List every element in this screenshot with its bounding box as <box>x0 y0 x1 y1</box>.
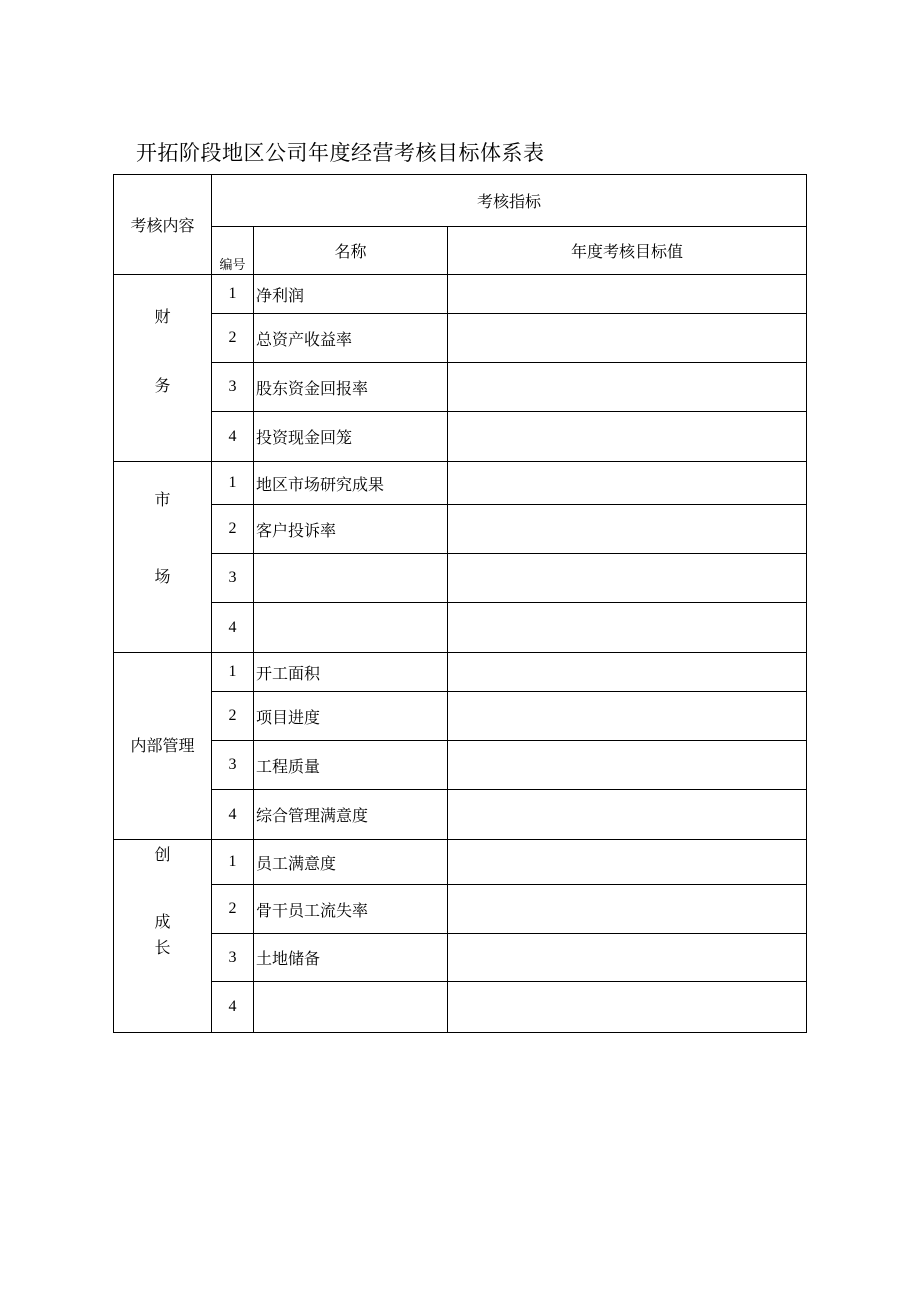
table-row <box>114 603 807 653</box>
category-label: 长 <box>154 937 171 957</box>
row-number: 4 <box>212 412 254 462</box>
table-row <box>114 554 807 603</box>
indicator-name <box>254 603 448 653</box>
target-value <box>448 885 807 934</box>
indicator-name: 总资产收益率 <box>254 314 448 363</box>
indicator-name: 综合管理满意度 <box>254 790 448 840</box>
indicator-name: 投资现金回笼 <box>254 412 448 462</box>
target-value <box>448 790 807 840</box>
category-cell <box>114 653 212 840</box>
table-row <box>114 275 807 314</box>
indicator-name: 客户投诉率 <box>254 505 448 554</box>
category-label: 场 <box>154 567 171 586</box>
row-number: 2 <box>212 885 254 934</box>
indicator-name <box>254 982 448 1033</box>
table-row <box>114 840 807 885</box>
row-number: 4 <box>212 603 254 653</box>
row-number: 3 <box>212 363 254 412</box>
table-row <box>114 505 807 554</box>
category-cell <box>114 840 212 1033</box>
target-value <box>448 934 807 982</box>
table-row <box>114 653 807 692</box>
category-label: 成 <box>154 912 171 932</box>
table-row <box>114 412 807 462</box>
header-content: 考核内容 <box>114 175 212 275</box>
target-value <box>448 982 807 1033</box>
category-label: 财 <box>154 307 171 327</box>
row-number: 3 <box>212 934 254 982</box>
row-number: 2 <box>212 692 254 741</box>
row-number: 2 <box>212 505 254 554</box>
indicator-name: 工程质量 <box>254 741 448 790</box>
indicator-name: 股东资金回报率 <box>254 363 448 412</box>
target-value <box>448 363 807 412</box>
table-row <box>114 982 807 1033</box>
table-row <box>114 462 807 505</box>
table-row <box>114 885 807 934</box>
category-label: 务 <box>154 375 171 395</box>
table-row <box>114 363 807 412</box>
header-indicator: 考核指标 <box>212 175 807 227</box>
category-label: 市 <box>154 489 171 509</box>
indicator-name: 土地储备 <box>254 934 448 982</box>
indicator-name: 地区市场研究成果 <box>254 462 448 505</box>
row-number: 4 <box>212 790 254 840</box>
header-target: 年度考核目标值 <box>448 227 807 275</box>
indicator-name: 骨干员工流失率 <box>254 885 448 934</box>
indicator-name: 净利润 <box>254 275 448 314</box>
row-number: 3 <box>212 554 254 603</box>
kpi-table <box>113 174 807 1033</box>
target-value <box>448 554 807 603</box>
target-value <box>448 653 807 692</box>
row-number: 1 <box>212 275 254 314</box>
header-no: 编号 <box>212 227 254 275</box>
category-label: 创 <box>154 845 171 865</box>
target-value <box>448 505 807 554</box>
category-cell <box>114 462 212 653</box>
row-number: 2 <box>212 314 254 363</box>
target-value <box>448 692 807 741</box>
target-value <box>448 462 807 505</box>
indicator-name: 开工面积 <box>254 653 448 692</box>
row-number: 1 <box>212 840 254 885</box>
table-row <box>114 790 807 840</box>
row-number: 4 <box>212 982 254 1033</box>
target-value <box>448 603 807 653</box>
category-cell <box>114 275 212 462</box>
target-value <box>448 840 807 885</box>
category-label: 内部管理 <box>130 736 195 756</box>
target-value <box>448 412 807 462</box>
table-row <box>114 692 807 741</box>
table-row <box>114 934 807 982</box>
row-number: 3 <box>212 741 254 790</box>
target-value <box>448 275 807 314</box>
row-number: 1 <box>212 653 254 692</box>
target-value <box>448 741 807 790</box>
indicator-name: 员工满意度 <box>254 840 448 885</box>
row-number: 1 <box>212 462 254 505</box>
table-row <box>114 314 807 363</box>
target-value <box>448 314 807 363</box>
table-row <box>114 741 807 790</box>
indicator-name: 项目进度 <box>254 692 448 741</box>
indicator-name <box>254 554 448 603</box>
header-name: 名称 <box>254 227 448 275</box>
document-title: 开拓阶段地区公司年度经营考核目标体系表 <box>136 141 545 165</box>
